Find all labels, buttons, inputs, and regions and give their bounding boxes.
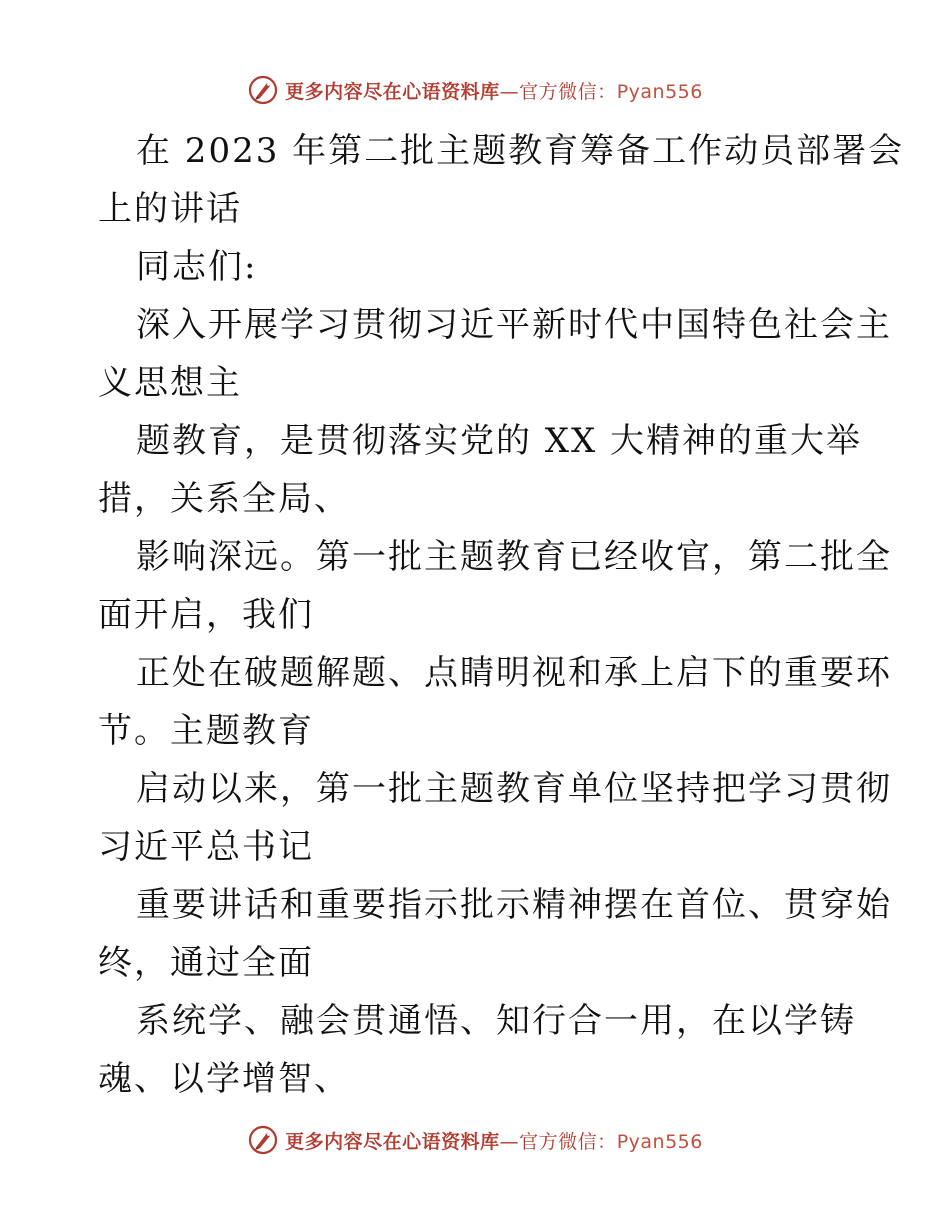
- paragraph-line: 深入开展学习贯彻习近平新时代中国特色社会主: [136, 305, 892, 345]
- watermark-dash: —: [499, 1130, 520, 1153]
- watermark-slogan: 更多内容尽在心语资料库: [285, 80, 500, 103]
- header-watermark: [0, 70, 950, 110]
- title-line-1: 在 2023 年第二批主题教育筹备工作动员部署会: [136, 131, 905, 171]
- title-line-2: 上的讲话: [98, 189, 242, 229]
- paragraph-line: 终，通过全面: [98, 943, 314, 983]
- document-body: [98, 122, 905, 1108]
- paragraph-line: 魂、以学增智、: [98, 1059, 350, 1099]
- paragraph-line: 义思想主: [98, 363, 242, 403]
- watermark-dash: —: [499, 80, 520, 103]
- paragraph-line: 题教育，是贯彻落实党的 XX 大精神的重大举: [136, 421, 863, 461]
- salutation: 同志们:: [136, 247, 258, 287]
- watermark-wechat-id: Pyan556: [616, 80, 703, 103]
- paragraph-line: 系统学、融会贯通悟、知行合一用，在以学铸: [136, 1001, 856, 1041]
- paragraph-line: 重要讲话和重要指示批示精神摆在首位、贯穿始: [136, 885, 892, 925]
- watermark-wechat-label: 官方微信：: [519, 80, 617, 103]
- paragraph-line: 影响深远。第一批主题教育已经收官，第二批全: [136, 537, 892, 577]
- paragraph-line: 措，关系全局、: [98, 479, 350, 519]
- watermark-slogan: 更多内容尽在心语资料库: [285, 1130, 500, 1153]
- watermark-text: [285, 1127, 703, 1154]
- paragraph-line: 正处在破题解题、点睛明视和承上启下的重要环: [136, 653, 892, 693]
- paragraph-line: 节。主题教育: [98, 711, 314, 751]
- watermark-wechat-id: Pyan556: [616, 1130, 703, 1153]
- pen-logo-icon: [247, 1124, 279, 1156]
- paragraph-line: 启动以来，第一批主题教育单位坚持把学习贯彻: [136, 769, 892, 809]
- pen-logo-icon: [247, 74, 279, 106]
- watermark-text: [285, 77, 703, 104]
- paragraph-line: 面开启，我们: [98, 595, 314, 635]
- footer-watermark: [0, 1120, 950, 1160]
- paragraph-line: 习近平总书记: [98, 827, 314, 867]
- watermark-wechat-label: 官方微信：: [519, 1130, 617, 1153]
